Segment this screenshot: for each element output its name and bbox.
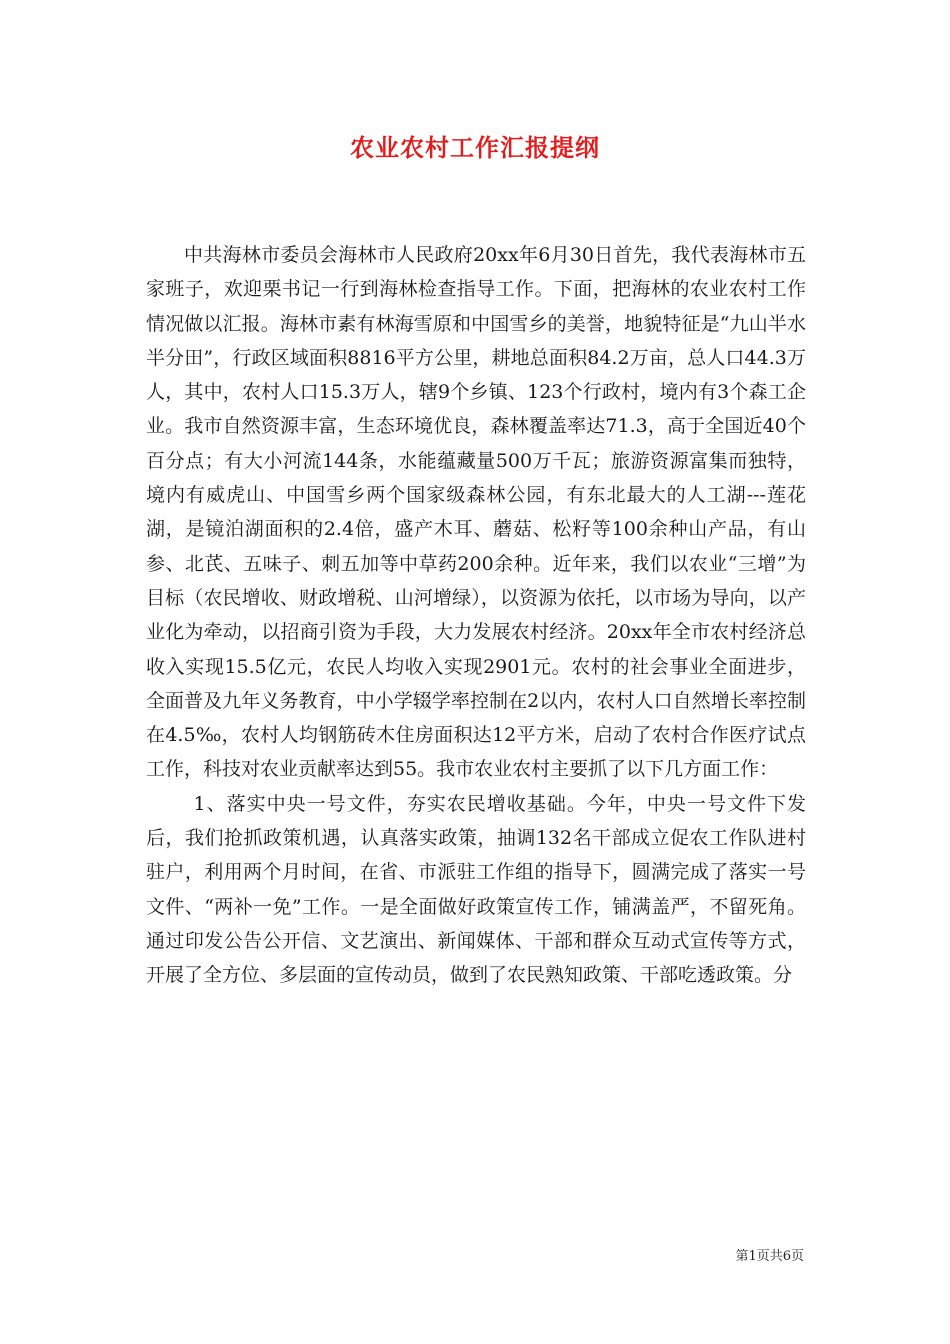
page-number: 第1页共6页 — [735, 1249, 804, 1264]
document-body — [146, 238, 806, 993]
paragraph-intro: 中共海林市委员会海林市人民政府20xx年6月30日首先，我代表海林市五家班子，欢迎栗书记一行到海林检查指导工作。下面，把海林的农业农村工作情况做以汇报。海林市素有林海雪原和中国雪乡的美誉，地貌特征是“九山半水半分田”，行政区域面积8816平方公里，耕地总面积84.2万亩，总人口44.3万人，其中，农村人口15.3万人，辖9个乡镇、123个行政村，境内有3个森工企业。我市自然资源丰富，生态环境优良，森林覆盖率达71.3，高于全国近40个百分点；有大小河流144条，水能蕴藏量500万千瓦；旅游资源富集而独特，境内有威虎山、中国雪乡两个国家级森林公园，有东北最大的人工湖---莲花湖，是镜泊湖面积的2.4倍，盛产木耳、蘑菇、松籽等100余种山产品，有山参、北芪、五味子、刺五加等中草药200余种。近年来，我们以农业“三增”为目标（农民增收、财政增税、山河增绿），以资源为依托，以市场为导向，以产业化为牵动，以招商引资为手段，大力发展农村经济。20xx年全市农村经济总收入实现15.5亿元，农民人均收入实现2901元。农村的社会事业全面进步，全面普及九年义务教育，中小学辍学率控制在2以内，农村人口自然增长率控制在4.5‰，农村人均钢筋砖木住房面积达12平方米，启动了农村合作医疗试点工作，科技对农业贡献率达到55。我市农业农村主要抓了以下几方面工作： — [146, 244, 806, 781]
paragraph-section-1: 1、落实中央一号文件，夯实农民增收基础。今年，中央一号文件下发后，我们抢抓政策机遇，认真落实政策，抽调132名干部成立促农工作队进村驻户，利用两个月时间，在省、市派驻工作组的指导下，圆满完成了落实一号文件、“两补一免”工作。一是全面做好政策宣传工作，铺满盖严，不留死角。通过印发公告公开信、文艺演出、新闻媒体、干部和群众互动式宣传等方式，开展了全方位、多层面的宣传动员，做到了农民熟知政策、干部吃透政策。分 — [146, 792, 806, 987]
page-title: 农业农村工作汇报提纲 — [350, 133, 600, 162]
